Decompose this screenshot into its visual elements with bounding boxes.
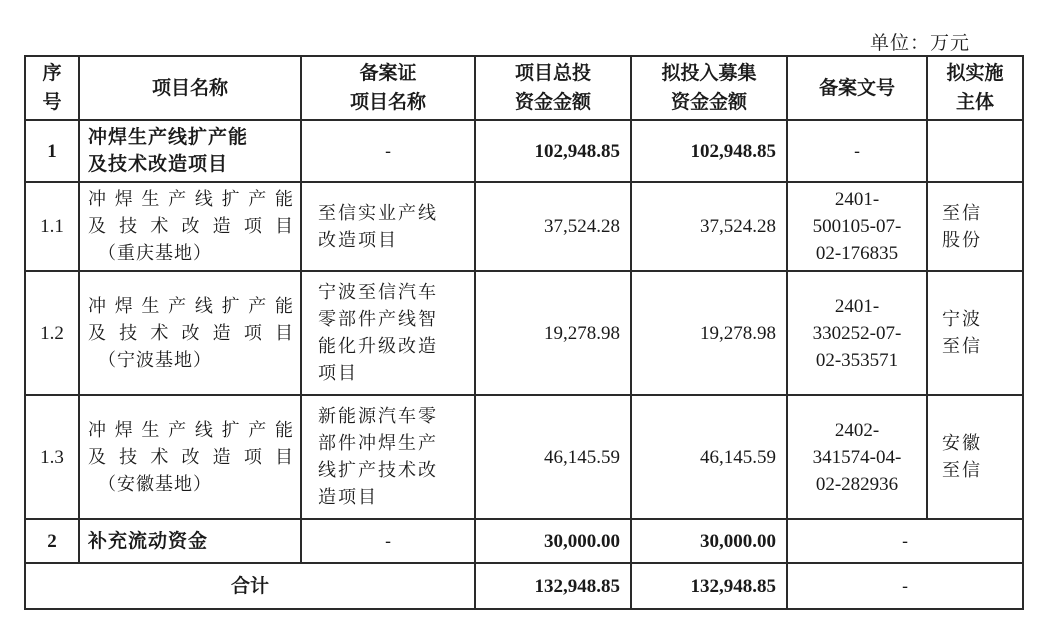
total-label: 合计 xyxy=(25,563,475,609)
row-raised: 30,000.00 xyxy=(631,519,787,563)
row-name: 冲焊生产线扩产能 及技术改造项目 xyxy=(79,120,301,182)
header-name: 项目名称 xyxy=(79,56,301,120)
row-total: 37,524.28 xyxy=(475,182,631,271)
header-seq: 序 号 xyxy=(25,56,79,120)
row-seq: 1.3 xyxy=(25,395,79,519)
row-raised: 102,948.85 xyxy=(631,120,787,182)
header-total: 项目总投 资金金额 xyxy=(475,56,631,120)
row-seq: 1 xyxy=(25,120,79,182)
table-row xyxy=(25,120,1023,182)
row-entity: 至信 股份 xyxy=(927,182,1023,271)
row-total: 102,948.85 xyxy=(475,120,631,182)
header-raised: 拟投入募集 资金金额 xyxy=(631,56,787,120)
row-filing: 至信实业产线 改造项目 xyxy=(301,182,475,271)
table-row xyxy=(25,182,1023,271)
row-name: 冲焊生产线扩产能 及技术改造项目 （安徽基地） xyxy=(79,395,301,519)
total-raised: 132,948.85 xyxy=(631,563,787,609)
row-name: 冲焊生产线扩产能 及技术改造项目 （重庆基地） xyxy=(79,182,301,271)
row-seq: 1.2 xyxy=(25,271,79,395)
row-filing: 新能源汽车零 部件冲焊生产 线扩产技术改 造项目 xyxy=(301,395,475,519)
row-entity: 安徽 至信 xyxy=(927,395,1023,519)
fundraising-projects-table xyxy=(24,55,1024,610)
row-doc: 2402- 341574-04- 02-282936 xyxy=(787,395,927,519)
unit-label: 单位：万元 xyxy=(870,32,971,54)
row-raised: 19,278.98 xyxy=(631,271,787,395)
row-entity: 宁波 至信 xyxy=(927,271,1023,395)
table-row xyxy=(25,271,1023,395)
table-row xyxy=(25,395,1023,519)
row-filing: - xyxy=(301,120,475,182)
row-doc: 2401- 330252-07- 02-353571 xyxy=(787,271,927,395)
row-seq: 2 xyxy=(25,519,79,563)
header-doc: 备案文号 xyxy=(787,56,927,120)
total-total: 132,948.85 xyxy=(475,563,631,609)
header-row xyxy=(25,56,1023,120)
table-row xyxy=(25,519,1023,563)
row-name: 冲焊生产线扩产能 及技术改造项目 （宁波基地） xyxy=(79,271,301,395)
row-total: 19,278.98 xyxy=(475,271,631,395)
total-doc: - xyxy=(787,563,1023,609)
row-raised: 37,524.28 xyxy=(631,182,787,271)
row-seq: 1.1 xyxy=(25,182,79,271)
row-filing: - xyxy=(301,519,475,563)
row-entity xyxy=(927,120,1023,182)
row-doc: 2401- 500105-07- 02-176835 xyxy=(787,182,927,271)
row-filing: 宁波至信汽车 零部件产线智 能化升级改造 项目 xyxy=(301,271,475,395)
row-doc: - xyxy=(787,120,927,182)
row-raised: 46,145.59 xyxy=(631,395,787,519)
total-row xyxy=(25,563,1023,609)
row-total: 46,145.59 xyxy=(475,395,631,519)
row-total: 30,000.00 xyxy=(475,519,631,563)
header-entity: 拟实施 主体 xyxy=(927,56,1023,120)
row-name: 补充流动资金 xyxy=(79,519,301,563)
header-filing-name: 备案证 项目名称 xyxy=(301,56,475,120)
row-doc: - xyxy=(787,519,1023,563)
